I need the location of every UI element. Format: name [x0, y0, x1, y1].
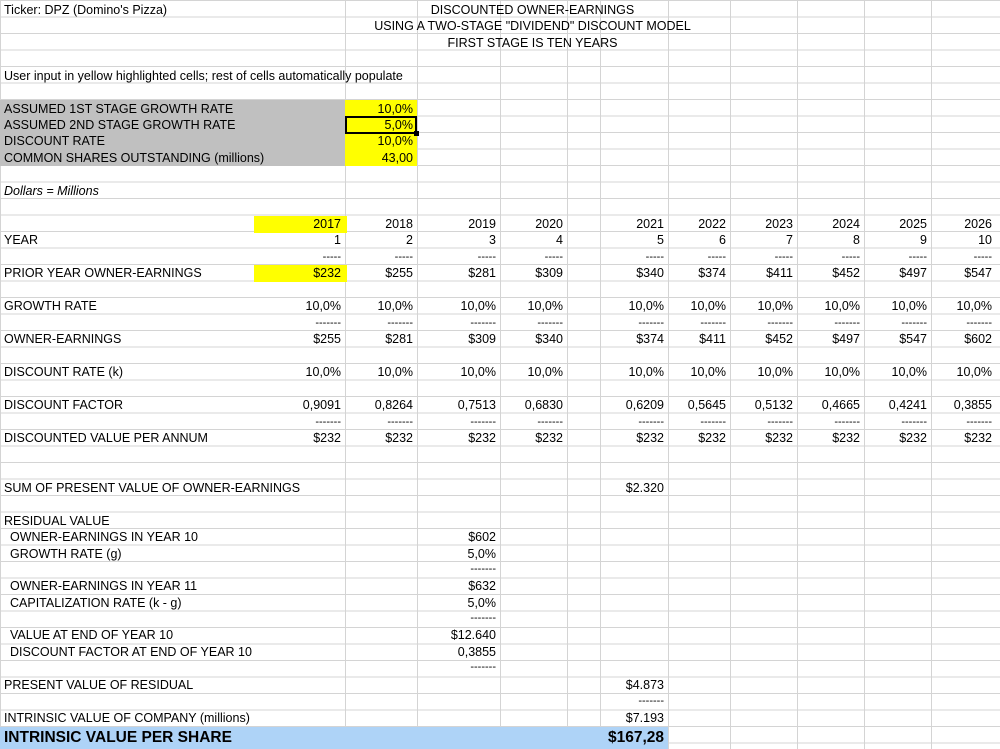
input-label-shares: COMMON SHARES OUTSTANDING (millions): [4, 151, 265, 165]
prior-earnings-cell[interactable]: $255: [385, 266, 413, 280]
separator: -------: [901, 416, 927, 428]
residual-label-earnings-y11: OWNER-EARNINGS IN YEAR 11: [10, 579, 198, 593]
title-line-3: FIRST STAGE IS TEN YEARS: [447, 36, 618, 50]
discount-factor-cell[interactable]: 0,5645: [687, 398, 726, 412]
discount-factor-cell[interactable]: 0,7513: [457, 398, 496, 412]
separator: -----: [707, 251, 726, 263]
year-index-cell[interactable]: 3: [489, 233, 496, 247]
year-header-cell[interactable]: 2026: [964, 217, 992, 231]
year-index-cell[interactable]: 7: [786, 233, 793, 247]
owner-earnings-cell[interactable]: $602: [964, 332, 992, 346]
discount-rate-cell[interactable]: 10,0%: [891, 365, 927, 379]
discount-factor-cell[interactable]: 0,9091: [302, 398, 341, 412]
growth-rate-cell[interactable]: 10,0%: [824, 299, 860, 313]
prior-earnings-cell[interactable]: $547: [964, 266, 992, 280]
discounted-value-cell[interactable]: $232: [636, 431, 664, 445]
discounted-value-cell[interactable]: $232: [313, 431, 341, 445]
growth-rate-cell[interactable]: 10,0%: [460, 299, 496, 313]
input-discount-rate[interactable]: 10,0%: [377, 134, 413, 148]
discounted-value-cell[interactable]: $232: [535, 431, 563, 445]
row-label-discount-rate: DISCOUNT RATE (k): [4, 365, 123, 379]
owner-earnings-cell[interactable]: $255: [313, 332, 341, 346]
separator: -----: [394, 251, 413, 263]
prior-earnings-cell[interactable]: $309: [535, 266, 563, 280]
separator: -------: [638, 317, 664, 329]
year-index-cell[interactable]: 9: [920, 233, 927, 247]
discount-factor-cell[interactable]: 0,4241: [888, 398, 927, 412]
separator: -------: [767, 416, 793, 428]
separator: -------: [387, 317, 413, 329]
prior-earnings-cell[interactable]: $374: [698, 266, 726, 280]
intrinsic-company-label: INTRINSIC VALUE OF COMPANY (millions): [4, 711, 250, 725]
discounted-value-cell[interactable]: $232: [698, 431, 726, 445]
row-label-prior-earnings: PRIOR YEAR OWNER-EARNINGS: [4, 266, 202, 280]
year-header-cell[interactable]: 2019: [468, 217, 496, 231]
discount-factor-cell[interactable]: 0,8264: [374, 398, 413, 412]
separator: -----: [841, 251, 860, 263]
owner-earnings-cell[interactable]: $374: [636, 332, 664, 346]
separator: -------: [537, 317, 563, 329]
separator: -------: [387, 416, 413, 428]
row-label-discounted-value: DISCOUNTED VALUE PER ANNUM: [4, 431, 208, 445]
prior-earnings-cell[interactable]: $281: [468, 266, 496, 280]
input-growth-2[interactable]: 5,0%: [384, 118, 413, 132]
separator: -----: [908, 251, 927, 263]
year-index-cell[interactable]: 2: [406, 233, 413, 247]
discount-rate-cell[interactable]: 10,0%: [757, 365, 793, 379]
discounted-value-cell[interactable]: $232: [832, 431, 860, 445]
residual-header: RESIDUAL VALUE: [4, 514, 110, 528]
fill-handle[interactable]: [414, 131, 419, 136]
residual-label-value-y10: VALUE AT END OF YEAR 10: [10, 628, 174, 642]
growth-rate-cell[interactable]: 10,0%: [891, 299, 927, 313]
prior-earnings-cell[interactable]: $232: [313, 266, 341, 280]
residual-label-earnings-y10: OWNER-EARNINGS IN YEAR 10: [10, 530, 199, 544]
separator: -----: [544, 251, 563, 263]
residual-label-cap-rate: CAPITALIZATION RATE (k - g): [10, 596, 182, 610]
residual-value-growth[interactable]: 5,0%: [467, 547, 496, 561]
separator: -------: [834, 317, 860, 329]
residual-value-earnings-y10[interactable]: $602: [468, 530, 496, 544]
separator: -----: [477, 251, 496, 263]
input-growth-1[interactable]: 10,0%: [377, 102, 413, 116]
separator: -------: [470, 612, 496, 624]
units-note: Dollars = Millions: [4, 184, 99, 198]
year-header-cell[interactable]: 2025: [899, 217, 927, 231]
instruction-text: User input in yellow highlighted cells; rest of cells automatically populate: [4, 69, 403, 83]
residual-value-earnings-y11[interactable]: $632: [468, 579, 496, 593]
intrinsic-share-value[interactable]: $167,28: [607, 729, 664, 746]
column-divider: [567, 0, 568, 749]
year-header-cell[interactable]: 2017: [313, 217, 341, 231]
active-cell-cursor[interactable]: [345, 116, 417, 134]
separator: -----: [645, 251, 664, 263]
owner-earnings-cell[interactable]: $547: [899, 332, 927, 346]
separator: -------: [767, 317, 793, 329]
owner-earnings-cell[interactable]: $281: [385, 332, 413, 346]
title-line-2: USING A TWO-STAGE "DIVIDEND" DISCOUNT MODEL: [374, 19, 691, 33]
pv-residual-value[interactable]: $4.873: [625, 678, 664, 692]
discount-factor-cell[interactable]: 0,3855: [953, 398, 992, 412]
year-index-cell[interactable]: 6: [719, 233, 726, 247]
separator: -------: [700, 416, 726, 428]
year-index-cell[interactable]: 1: [334, 233, 341, 247]
row-label-growth-rate: GROWTH RATE: [4, 299, 97, 313]
discount-rate-cell[interactable]: 10,0%: [690, 365, 726, 379]
residual-value-value-y10[interactable]: $12.640: [450, 628, 496, 642]
separator: -------: [966, 416, 992, 428]
discount-factor-cell[interactable]: 0,5132: [754, 398, 793, 412]
year-header-cell[interactable]: 2018: [385, 217, 413, 231]
input-shares[interactable]: 43,00: [381, 151, 413, 165]
separator: -----: [973, 251, 992, 263]
prior-earnings-cell[interactable]: $411: [766, 266, 793, 280]
row-label-discount-factor: DISCOUNT FACTOR: [4, 398, 123, 412]
prior-earnings-cell[interactable]: $497: [899, 266, 927, 280]
ticker-label: Ticker: DPZ (Domino's Pizza): [4, 3, 168, 17]
year-index-cell[interactable]: 5: [657, 233, 664, 247]
separator: -------: [700, 317, 726, 329]
year-index-cell[interactable]: 8: [853, 233, 860, 247]
growth-rate-cell[interactable]: 10,0%: [757, 299, 793, 313]
residual-label-discount-factor: DISCOUNT FACTOR AT END OF YEAR 10: [10, 645, 252, 659]
year-header-cell[interactable]: 2024: [832, 217, 860, 231]
discount-rate-cell[interactable]: 10,0%: [628, 365, 664, 379]
owner-earnings-cell[interactable]: $411: [699, 332, 726, 346]
separator: -----: [322, 251, 341, 263]
discount-factor-cell[interactable]: 0,6209: [625, 398, 664, 412]
growth-rate-cell[interactable]: 10,0%: [527, 299, 563, 313]
owner-earnings-cell[interactable]: $497: [832, 332, 860, 346]
sum-pv-value[interactable]: $2.320: [625, 481, 664, 495]
prior-earnings-cell[interactable]: $452: [832, 266, 860, 280]
owner-earnings-cell[interactable]: $340: [535, 332, 563, 346]
year-header-cell[interactable]: 2021: [636, 217, 664, 231]
separator: -------: [638, 416, 664, 428]
discount-factor-cell[interactable]: 0,6830: [524, 398, 563, 412]
separator: -------: [470, 563, 496, 575]
discounted-value-cell[interactable]: $232: [765, 431, 793, 445]
row-label-year: YEAR: [4, 233, 39, 247]
discount-rate-cell[interactable]: 10,0%: [305, 365, 341, 379]
growth-rate-cell[interactable]: 10,0%: [956, 299, 992, 313]
growth-rate-cell[interactable]: 10,0%: [305, 299, 341, 313]
discount-factor-cell[interactable]: 0,4665: [821, 398, 860, 412]
discount-rate-cell[interactable]: 10,0%: [956, 365, 992, 379]
separator: -------: [901, 317, 927, 329]
year-index-cell[interactable]: 4: [556, 233, 563, 247]
separator: -----: [774, 251, 793, 263]
separator: -------: [470, 661, 496, 673]
year-index-cell[interactable]: 10: [978, 233, 992, 247]
discount-rate-cell[interactable]: 10,0%: [460, 365, 496, 379]
discounted-value-cell[interactable]: $232: [899, 431, 927, 445]
input-label-growth-2: ASSUMED 2ND STAGE GROWTH RATE: [4, 118, 236, 132]
discounted-value-cell[interactable]: $232: [468, 431, 496, 445]
pv-residual-label: PRESENT VALUE OF RESIDUAL: [4, 678, 194, 692]
discount-rate-cell[interactable]: 10,0%: [824, 365, 860, 379]
separator: -------: [470, 416, 496, 428]
residual-label-growth: GROWTH RATE (g): [10, 547, 122, 561]
sum-pv-label: SUM OF PRESENT VALUE OF OWNER-EARNINGS: [4, 481, 301, 495]
separator: -------: [315, 416, 341, 428]
residual-value-discount-factor[interactable]: 0,3855: [457, 645, 496, 659]
growth-rate-cell[interactable]: 10,0%: [690, 299, 726, 313]
title-line-1: DISCOUNTED OWNER-EARNINGS: [430, 3, 635, 17]
row-label-owner-earnings: OWNER-EARNINGS: [4, 332, 122, 346]
discount-rate-cell[interactable]: 10,0%: [527, 365, 563, 379]
discount-rate-cell[interactable]: 10,0%: [377, 365, 413, 379]
input-label-growth-1: ASSUMED 1ST STAGE GROWTH RATE: [4, 102, 234, 116]
separator: -------: [834, 416, 860, 428]
year-header-cell[interactable]: 2020: [535, 217, 563, 231]
separator: -------: [315, 317, 341, 329]
growth-rate-cell[interactable]: 10,0%: [628, 299, 664, 313]
separator: -------: [966, 317, 992, 329]
separator: -------: [470, 317, 496, 329]
prior-earnings-cell[interactable]: $340: [636, 266, 664, 280]
year-header-cell[interactable]: 2023: [765, 217, 793, 231]
separator: -------: [638, 695, 664, 707]
intrinsic-share-label: INTRINSIC VALUE PER SHARE: [4, 729, 232, 746]
intrinsic-company-value[interactable]: $7.193: [625, 711, 664, 725]
year-header-cell[interactable]: 2022: [698, 217, 726, 231]
growth-rate-cell[interactable]: 10,0%: [377, 299, 413, 313]
residual-value-cap-rate[interactable]: 5,0%: [467, 596, 496, 610]
owner-earnings-cell[interactable]: $309: [468, 332, 496, 346]
discounted-value-cell[interactable]: $232: [385, 431, 413, 445]
input-label-discount-rate: DISCOUNT RATE: [4, 134, 105, 148]
discounted-value-cell[interactable]: $232: [964, 431, 992, 445]
owner-earnings-cell[interactable]: $452: [765, 332, 793, 346]
separator: -------: [537, 416, 563, 428]
